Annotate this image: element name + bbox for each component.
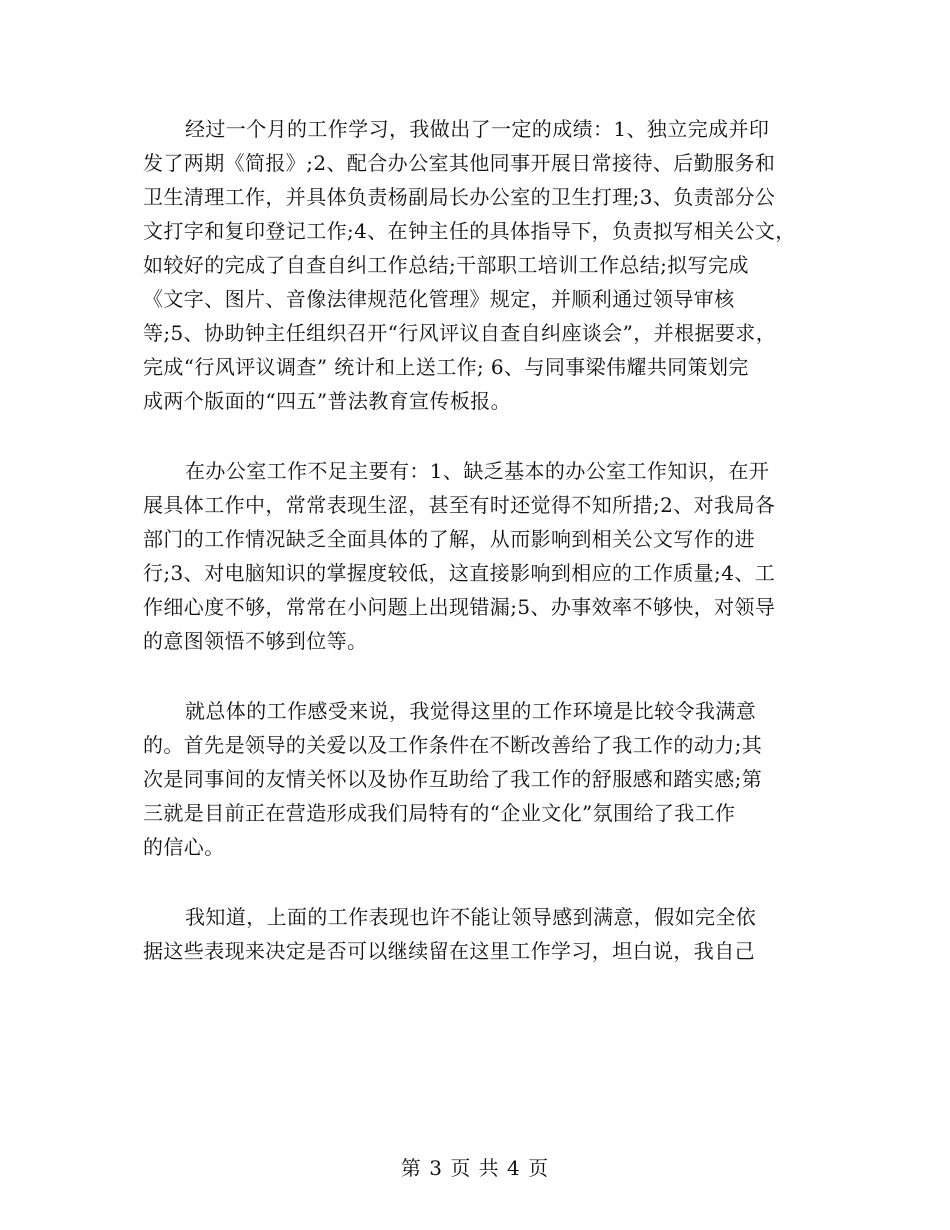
paragraph-shortcomings [143, 454, 823, 658]
text-line: 成两个版面的“四五”普法教育宣传板报。 [143, 389, 512, 413]
text-line: 的。首先是领导的关爱以及工作条件在不断改善给了我工作的动力;其 [143, 733, 763, 757]
page-number-footer: 第 3 页 共 4 页 [400, 1156, 550, 1180]
text-line: 就总体的工作感受来说，我觉得这里的工作环境是比较令我满意 [185, 699, 757, 723]
text-line: 三就是目前正在营造形成我们局特有的“企业文化”氛围给了我工作 [143, 801, 736, 825]
text-line: 部门的工作情况缺乏全面具体的了解，从而影响到相关公文写作的进 [143, 527, 755, 551]
text-line: 等;5、协助钟主任组织召开“行风评议自查自纠座谈会”，并根据要求， [143, 321, 777, 345]
text-line: 作细心度不够，常常在小问题上出现错漏;5、办事效率不够快，对领导 [143, 595, 776, 619]
paragraph-spacer [143, 658, 823, 694]
paragraph-spacer [143, 864, 823, 900]
paragraph-spacer [143, 418, 823, 454]
text-line: 据这些表现来决定是否可以继续留在这里工作学习，坦白说，我自己 [143, 939, 755, 963]
text-line: 发了两期《简报》;2、配合办公室其他同事开展日常接待、后勤服务和 [143, 151, 776, 175]
text-line: 行;3、对电脑知识的掌握度较低，这直接影响到相应的工作质量;4、工 [143, 561, 776, 585]
paragraph-achievements [143, 112, 823, 418]
paragraph-feelings [143, 694, 823, 864]
text-line: 《文字、图片、音像法律规范化管理》规定，并顺利通过领导审核 [143, 287, 735, 311]
document-body [143, 112, 823, 968]
text-line: 在办公室工作不足主要有：1、缺乏基本的办公室工作知识，在开 [185, 459, 770, 483]
text-line: 卫生清理工作，并具体负责杨副局长办公室的卫生打理;3、负责部分公 [143, 185, 776, 209]
text-line: 的信心。 [143, 835, 225, 859]
text-line: 经过一个月的工作学习，我做出了一定的成绩：1、独立完成并印 [185, 117, 770, 141]
text-line: 完成“行风评议调查” 统计和上送工作; 6、与同事梁伟耀共同策划完 [143, 355, 749, 379]
text-line: 如较好的完成了自查自纠工作总结;干部职工培训工作总结;拟写完成 [143, 253, 749, 277]
text-line: 文打字和复印登记工作;4、在钟主任的具体指导下，负责拟写相关公文， [143, 219, 796, 243]
text-line: 展具体工作中，常常表现生涩，甚至有时还觉得不知所措;2、对我局各 [143, 493, 776, 517]
text-line: 我知道，上面的工作表现也许不能让领导感到满意，假如完全依 [185, 905, 757, 929]
text-line: 次是同事间的友情关怀以及协作互助给了我工作的舒服感和踏实感;第 [143, 767, 763, 791]
text-line: 的意图领悟不够到位等。 [143, 629, 368, 653]
paragraph-conclusion [143, 900, 823, 968]
